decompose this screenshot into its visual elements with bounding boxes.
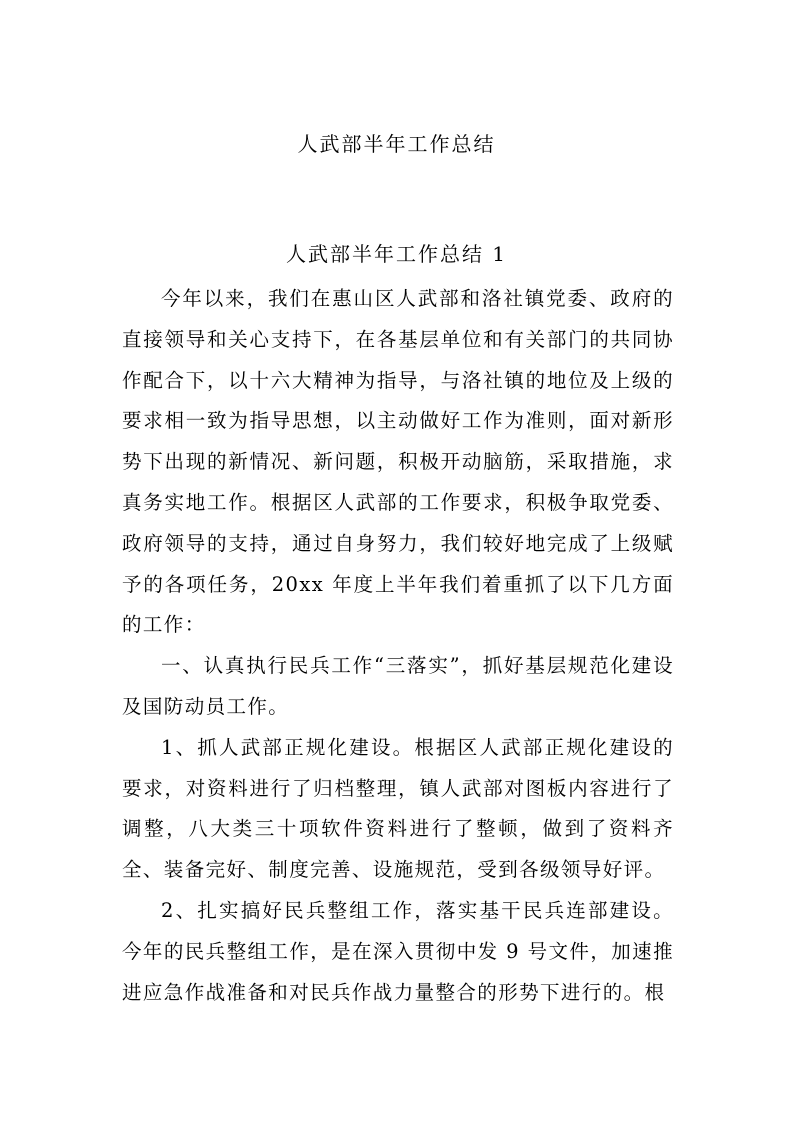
document-body bbox=[122, 279, 674, 1013]
document-title: 人武部半年工作总结 bbox=[297, 132, 496, 156]
paragraph-heading-1: 一、认真执行民兵工作“三落实”，抓好基层规范化建设及国防动员工作。 bbox=[122, 654, 674, 718]
paragraph-item-2: 2、扎实搞好民兵整组工作，落实基干民兵连部建设。今年的民兵整组工作，是在深入贯彻中发 9 号文件，加速推进应急作战准备和对民兵作战力量整合的形势下进行的。根 bbox=[122, 898, 674, 1004]
section-title: 人武部半年工作总结 1 bbox=[285, 242, 508, 266]
paragraph-intro: 今年以来，我们在惠山区人武部和洛社镇党委、政府的直接领导和关心支持下，在各基层单位和有关部门的共同协作配合下，以十六大精神为指导，与洛社镇的地位及上级的要求相一致为指导思想，以主动做好工作为准则，面对新形势下出现的新情况、新问题，积极开动脑筋，采取措施，求真务实地工作。根据区人武部的工作要求，积极争取党委、政府领导的支持，通过自身努力，我们较好地完成了上级赋予的各项任务，20xx 年度上半年我们着重抓了以下几方面的工作： bbox=[122, 287, 674, 637]
paragraph-item-1: 1、抓人武部正规化建设。根据区人武部正规化建设的要求，对资料进行了归档整理，镇人武部对图板内容进行了调整，八大类三十项软件资料进行了整顿，做到了资料齐全、装备完好、制度完善、设施规范，受到各级领导好评。 bbox=[122, 735, 674, 882]
